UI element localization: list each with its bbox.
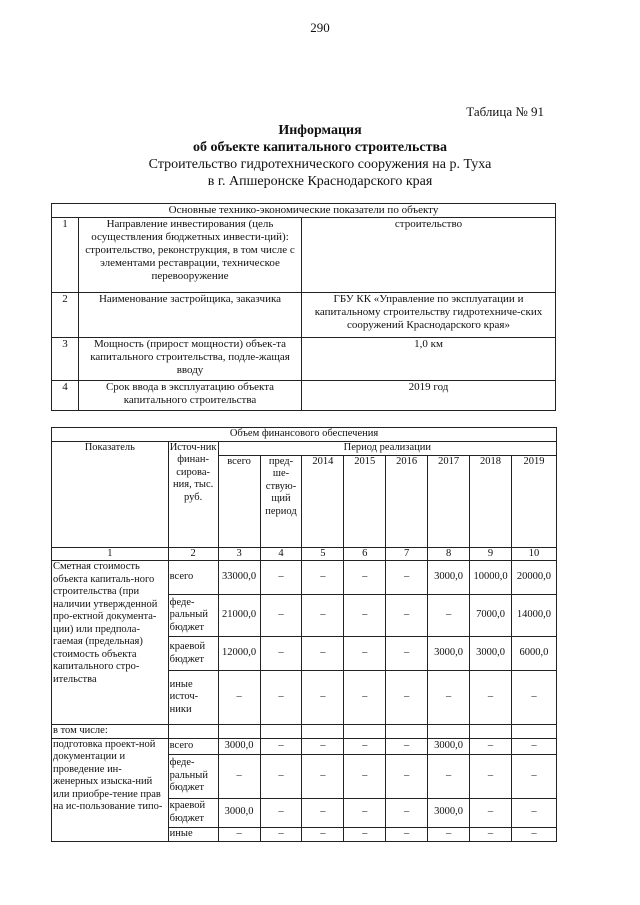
value-cell: – <box>302 671 344 725</box>
value-cell: – <box>344 827 386 841</box>
value-cell: 6000,0 <box>511 637 556 671</box>
value-cell: 20000,0 <box>511 561 556 595</box>
value-cell: – <box>344 637 386 671</box>
col-prev-header: пред-ше-ствую-щий период <box>260 455 302 547</box>
value-cell: – <box>218 827 260 841</box>
value-cell: – <box>260 798 302 827</box>
value-cell: – <box>344 671 386 725</box>
row-value: 1,0 км <box>302 338 556 381</box>
value-cell: – <box>511 798 556 827</box>
value-cell: – <box>260 561 302 595</box>
value-cell: 3000,0 <box>428 738 470 754</box>
value-cell: – <box>302 754 344 798</box>
value-cell: – <box>511 754 556 798</box>
value-cell: – <box>218 754 260 798</box>
period-header: Период реализации <box>218 441 556 455</box>
source-cell: иные <box>168 827 218 841</box>
table-row <box>52 738 557 754</box>
row-number: 2 <box>52 293 79 338</box>
value-cell: – <box>302 738 344 754</box>
col-number: 7 <box>386 547 428 561</box>
value-cell: – <box>344 561 386 595</box>
col-year-header: 2016 <box>386 455 428 547</box>
document-title: Информация <box>278 123 362 138</box>
source-cell: феде-ральный бюджет <box>168 595 218 637</box>
row-label: Наименование застройщика, заказчика <box>79 293 302 338</box>
value-cell: – <box>470 671 512 725</box>
row-number: 4 <box>52 381 79 411</box>
value-cell: – <box>470 738 512 754</box>
value-cell: – <box>302 827 344 841</box>
col-year-header: 2019 <box>511 455 556 547</box>
value-cell: 33000,0 <box>218 561 260 595</box>
col-number: 3 <box>218 547 260 561</box>
value-cell: – <box>386 827 428 841</box>
value-cell: – <box>470 827 512 841</box>
table-row <box>52 293 556 338</box>
col-source-header: Источ-ник финан-сирова-ния, тыс. руб. <box>168 441 218 547</box>
col-year-header: 2018 <box>470 455 512 547</box>
value-cell: – <box>302 561 344 595</box>
table-row <box>52 725 557 739</box>
col-number: 10 <box>511 547 556 561</box>
table-label: Таблица № 91 <box>466 104 544 119</box>
indicators-header: Основные технико-экономические показатели по объекту <box>52 204 556 218</box>
col-number: 8 <box>428 547 470 561</box>
value-cell: – <box>386 637 428 671</box>
table-row <box>52 381 556 411</box>
object-name-line2: в г. Апшеронске Краснодарского края <box>207 174 433 189</box>
value-cell: 21000,0 <box>218 595 260 637</box>
col-indicator-header: Показатель <box>52 441 169 547</box>
value-cell: – <box>302 637 344 671</box>
value-cell: – <box>260 738 302 754</box>
col-number: 5 <box>302 547 344 561</box>
col-number: 4 <box>260 547 302 561</box>
finance-header: Объем финансового обеспечения <box>52 428 557 442</box>
value-cell: – <box>344 798 386 827</box>
source-cell: феде-ральный бюджет <box>168 754 218 798</box>
value-cell: – <box>428 671 470 725</box>
source-cell: иные источ-ники <box>168 671 218 725</box>
value-cell: – <box>302 798 344 827</box>
value-cell: – <box>511 827 556 841</box>
value-cell: – <box>344 738 386 754</box>
row-label: Направление инвестирования (цель осуществления бюджетных инвести-ций): строительство, реконструкция, в том числе с элементами реставрации, техническое перевооружение <box>79 218 302 293</box>
value-cell: 10000,0 <box>470 561 512 595</box>
finance-table <box>51 427 557 842</box>
value-cell: – <box>260 595 302 637</box>
source-cell: краевой бюджет <box>168 798 218 827</box>
value-cell: 3000,0 <box>428 637 470 671</box>
value-cell: – <box>470 798 512 827</box>
value-cell: – <box>511 671 556 725</box>
value-cell: – <box>386 595 428 637</box>
row-number: 1 <box>52 218 79 293</box>
row-label: Мощность (прирост мощности) объек-та капитального строительства, подле-жащая вводу <box>79 338 302 381</box>
page-number: 290 <box>310 20 330 35</box>
value-cell: – <box>260 754 302 798</box>
value-cell: – <box>428 595 470 637</box>
col-total-header: всего <box>218 455 260 547</box>
value-cell: 3000,0 <box>218 738 260 754</box>
source-cell: краевой бюджет <box>168 637 218 671</box>
value-cell: 3000,0 <box>218 798 260 827</box>
source-cell: всего <box>168 738 218 754</box>
value-cell: – <box>344 595 386 637</box>
col-year-header: 2017 <box>428 455 470 547</box>
col-number: 6 <box>344 547 386 561</box>
value-cell: – <box>386 671 428 725</box>
value-cell: 7000,0 <box>470 595 512 637</box>
table-row <box>52 218 556 293</box>
row-value: 2019 год <box>302 381 556 411</box>
value-cell: 3000,0 <box>428 798 470 827</box>
row-number: 3 <box>52 338 79 381</box>
value-cell: – <box>260 637 302 671</box>
row-label: Срок ввода в эксплуатацию объекта капитального строительства <box>79 381 302 411</box>
in-that-number-label: в том числе: <box>52 725 169 739</box>
value-cell: – <box>386 754 428 798</box>
col-number: 2 <box>168 547 218 561</box>
row-value: ГБУ КК «Управление по эксплуатации и капитальному строительству гидротехниче-ских сооружений Краснодарского края» <box>302 293 556 338</box>
table-row <box>52 338 556 381</box>
value-cell: – <box>428 827 470 841</box>
table-row <box>52 561 557 595</box>
value-cell: 12000,0 <box>218 637 260 671</box>
value-cell: – <box>260 827 302 841</box>
object-name-line1: Строительство гидротехнического сооружения на р. Туха <box>148 157 492 172</box>
value-cell: – <box>386 738 428 754</box>
value-cell: – <box>344 754 386 798</box>
row-value: строительство <box>302 218 556 293</box>
column-numbers-row <box>52 547 557 561</box>
value-cell: – <box>386 561 428 595</box>
value-cell: – <box>386 798 428 827</box>
group2-label: подготовка проект-ной документации и проведение ин-женерных изыска-ний или приобре-тение прав на ис-пользование типо- <box>52 738 169 841</box>
col-number: 1 <box>52 547 169 561</box>
col-number: 9 <box>470 547 512 561</box>
col-year-header: 2015 <box>344 455 386 547</box>
value-cell: 14000,0 <box>511 595 556 637</box>
value-cell: – <box>302 595 344 637</box>
value-cell: – <box>511 738 556 754</box>
value-cell: 3000,0 <box>470 637 512 671</box>
value-cell: 3000,0 <box>428 561 470 595</box>
group1-label: Сметная стоимость объекта капиталь-ного строительства (при наличии утвержденной про-ектной документа-ции) или предпола-гаемая (предельная) стоимость объекта капитального стро-ительства <box>52 561 169 725</box>
value-cell: – <box>470 754 512 798</box>
col-year-header: 2014 <box>302 455 344 547</box>
value-cell: – <box>218 671 260 725</box>
value-cell: – <box>260 671 302 725</box>
value-cell: – <box>428 754 470 798</box>
document-subtitle: об объекте капитального строительства <box>192 140 448 155</box>
indicators-table <box>51 203 556 411</box>
source-cell: всего <box>168 561 218 595</box>
